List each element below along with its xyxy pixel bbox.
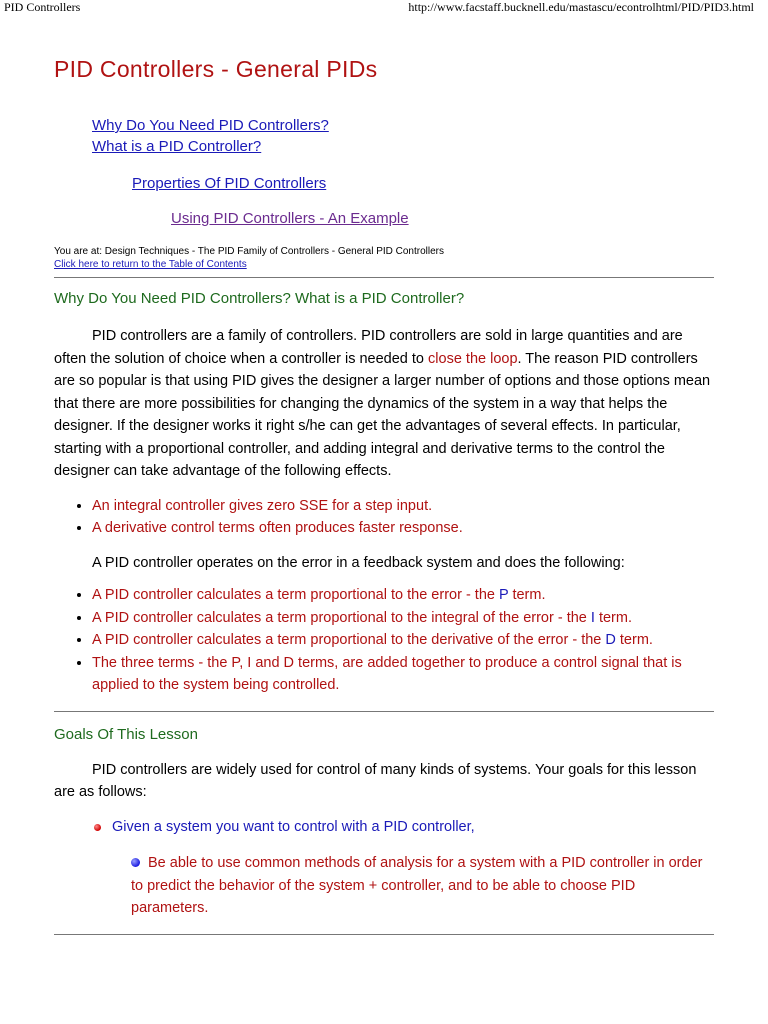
d-letter: D (605, 632, 616, 648)
goal-secondary-text: Be able to use common methods of analysis for a system with a PID controller in order to predict the behavior of the system + controller, and to be able to choose PID parameters. (131, 855, 703, 916)
goal-primary-text: Given a system you want to control with a PID controller, (112, 818, 475, 835)
effects-list (54, 495, 714, 540)
intro-paragraph (54, 325, 714, 483)
print-header (0, 0, 768, 16)
using-pid-example-link[interactable]: Using PID Controllers - An Example (171, 210, 409, 227)
nav-group-tertiary (171, 210, 714, 227)
goal-item-secondary (131, 852, 714, 920)
nav-group-secondary (132, 175, 714, 192)
page-content (54, 56, 714, 935)
p-term-text: A PID controller calculates a term proportional to the error - the (92, 587, 499, 603)
breadcrumb (54, 245, 714, 271)
print-header-title: PID Controllers (4, 0, 81, 14)
list-item-sum: • The three terms - the P, I and D terms, are added together to produce a control signal that is applied to the system being controlled. (92, 652, 714, 697)
list-item-d-term (92, 629, 714, 652)
d-term-text: A PID controller calculates a term proportional to the derivative of the error - the (92, 632, 606, 648)
intro-text-end: . The reason PID controllers are so popular is that using PID gives the designer a larger number of options and those options mean that there are more possibilities for changing the dynamics of the system in a way that helps the designer. If the designer works it right s/he can get the advantages of several effects. In particular, starting with a proportional controller, and adding integral and derivative terms to the control the designer can take advantage of the following effects. (54, 350, 711, 479)
list-item-p-term (92, 584, 714, 607)
goals-paragraph: PID controllers are widely used for control of many kinds of systems. Your goals for this lesson are as follows: (54, 761, 697, 800)
operation-paragraph: A PID controller operates on the error in a feedback system and does the following: (92, 554, 625, 571)
blue-ball-bullet-icon (131, 858, 140, 867)
red-ball-bullet-icon (94, 824, 101, 831)
print-header-url: http://www.facstaff.bucknell.edu/mastascu/econtrolhtml/PID/PID3.html (408, 0, 754, 14)
list-item: • A derivative control terms often produces faster response. (92, 517, 714, 540)
i-term-end: term. (594, 609, 632, 626)
why-pid-link[interactable]: Why Do You Need PID Controllers? (92, 117, 329, 134)
d-term-end: term. (615, 632, 653, 648)
properties-link[interactable]: Properties Of PID Controllers (132, 175, 327, 192)
operations-list (54, 584, 714, 697)
list-item: • An integral controller gives zero SSE for a step input. (92, 495, 714, 518)
section-heading-why: Why Do You Need PID Controllers? What is a PID Controller? (54, 290, 465, 307)
breadcrumb-text: You are at: Design Techniques - The PID Family of Controllers - General PID Controllers (54, 246, 444, 257)
what-is-pid-link[interactable]: What is a PID Controller? (92, 138, 262, 155)
page-title: PID Controllers - General PIDs (54, 56, 378, 82)
list-item-i-term (92, 607, 714, 630)
p-letter: P (499, 587, 509, 603)
intro-text-start: PID controllers are a family of controllers. PID controllers are sold in large quantities and are often the solution of choice when a controller is needed to (54, 328, 683, 367)
toc-link[interactable]: Click here to return to the Table of Contents (54, 259, 247, 270)
p-term-end: term. (508, 587, 546, 603)
section-heading-goals: Goals Of This Lesson (54, 725, 198, 743)
divider (54, 711, 714, 712)
goal-item-primary (80, 816, 714, 839)
i-letter: I (590, 609, 595, 626)
divider (54, 277, 714, 278)
close-the-loop-link[interactable]: close the loop (428, 350, 518, 367)
nav-group-primary (92, 115, 714, 157)
divider (54, 934, 714, 935)
i-term-text: A PID controller calculates a term proportional to the integral of the error - the (92, 609, 591, 626)
